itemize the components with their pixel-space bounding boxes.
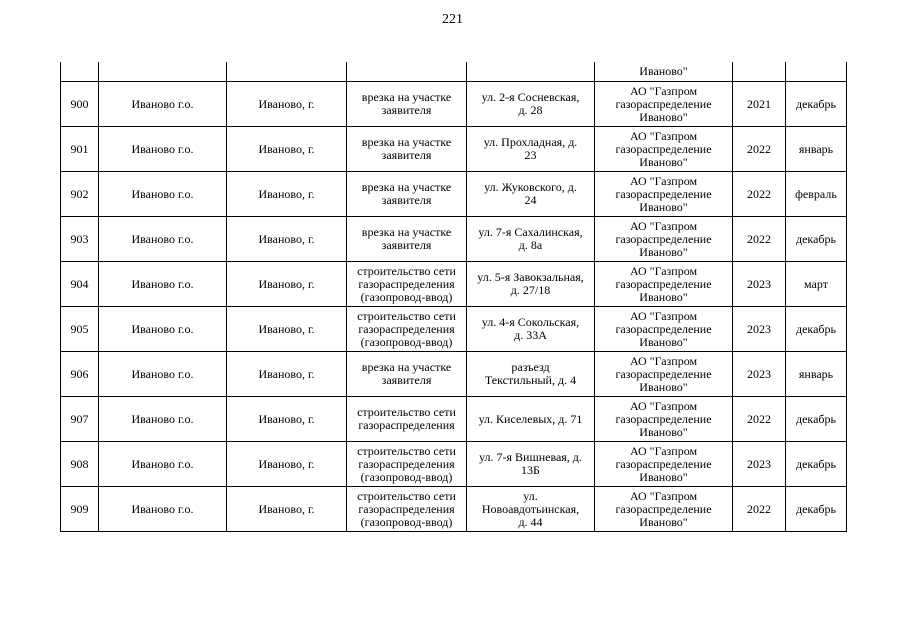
cell-month-text: март — [804, 276, 828, 291]
cell-org — [595, 82, 733, 127]
cell-municipality — [99, 352, 227, 397]
table-body — [61, 62, 847, 532]
cell-year-text: 2023 — [747, 366, 771, 381]
cell-municipality-text: Иваново г.о. — [131, 321, 194, 336]
cell-address — [467, 352, 595, 397]
cell-year-text: 2022 — [747, 186, 771, 201]
table-row — [61, 397, 847, 442]
cell-locality — [227, 127, 347, 172]
cell-org — [595, 217, 733, 262]
cell-work — [347, 487, 467, 532]
cell-num-text: 909 — [70, 501, 89, 516]
cell-locality — [227, 397, 347, 442]
cell-org-text: АО "Газпром газораспределение Иваново" — [615, 173, 712, 214]
cell-num — [61, 127, 99, 172]
table-row — [61, 172, 847, 217]
cell-municipality — [99, 62, 227, 82]
cell-work — [347, 352, 467, 397]
cell-municipality — [99, 217, 227, 262]
cell-org-text: АО "Газпром газораспределение Иваново" — [615, 488, 712, 529]
cell-org-text: АО "Газпром газораспределение Иваново" — [615, 308, 712, 349]
cell-locality — [227, 442, 347, 487]
cell-locality-text: Иваново, г. — [258, 231, 315, 246]
cell-month-text: январь — [798, 366, 834, 381]
cell-org — [595, 397, 733, 442]
cell-month — [786, 82, 847, 127]
cell-org-text: АО "Газпром газораспределение Иваново" — [615, 128, 712, 169]
table-row — [61, 262, 847, 307]
gas-connection-table — [60, 62, 847, 532]
cell-work-text: врезка на участке заявителя — [361, 180, 452, 207]
cell-work-text: врезка на участке заявителя — [361, 135, 452, 162]
cell-year-text: 2022 — [747, 411, 771, 426]
cell-month — [786, 217, 847, 262]
cell-municipality — [99, 262, 227, 307]
cell-municipality — [99, 307, 227, 352]
cell-municipality-text: Иваново г.о. — [131, 231, 194, 246]
cell-num-text: 900 — [70, 96, 89, 111]
cell-org — [595, 127, 733, 172]
cell-locality — [227, 262, 347, 307]
cell-month — [786, 262, 847, 307]
cell-address-text: разъезд Текстильный, д. 4 — [484, 360, 577, 387]
cell-work — [347, 127, 467, 172]
cell-locality-text: Иваново, г. — [258, 96, 315, 111]
table-row — [61, 487, 847, 532]
cell-municipality-text: Иваново г.о. — [131, 456, 194, 471]
cell-org-text: АО "Газпром газораспределение Иваново" — [615, 218, 712, 259]
cell-org — [595, 487, 733, 532]
cell-municipality-text: Иваново г.о. — [131, 276, 194, 291]
cell-month — [786, 62, 847, 82]
cell-municipality-text: Иваново г.о. — [131, 96, 194, 111]
cell-month-text: декабрь — [796, 456, 836, 471]
cell-locality — [227, 62, 347, 82]
cell-month — [786, 172, 847, 217]
cell-year — [733, 62, 786, 82]
cell-work — [347, 82, 467, 127]
table-row — [61, 127, 847, 172]
cell-address-text: ул. 4-я Сокольская, д. 33А — [481, 315, 580, 342]
cell-year — [733, 487, 786, 532]
cell-org — [595, 262, 733, 307]
cell-num — [61, 397, 99, 442]
cell-work-text: строительство сети газораспределения (газопровод-ввод) — [357, 443, 456, 484]
cell-municipality-text: Иваново г.о. — [131, 186, 194, 201]
cell-year — [733, 262, 786, 307]
cell-year-text: 2023 — [747, 456, 771, 471]
cell-year — [733, 352, 786, 397]
cell-address — [467, 442, 595, 487]
table-row — [61, 217, 847, 262]
cell-num-text: 907 — [70, 411, 89, 426]
continued-row — [61, 62, 847, 82]
cell-num — [61, 352, 99, 397]
cell-address-text: ул. 5-я Завокзальная, д. 27/18 — [477, 270, 584, 297]
cell-locality-text: Иваново, г. — [258, 321, 315, 336]
cell-org-text: АО "Газпром газораспределение Иваново" — [615, 398, 712, 439]
cell-num — [61, 172, 99, 217]
cell-year-text: 2022 — [747, 141, 771, 156]
cell-org — [595, 172, 733, 217]
cell-work-text: строительство сети газораспределения (газопровод-ввод) — [357, 263, 456, 304]
cell-year-text: 2023 — [747, 321, 771, 336]
cell-municipality — [99, 397, 227, 442]
cell-work — [347, 442, 467, 487]
page-number: 221 — [442, 12, 463, 27]
cell-address — [467, 172, 595, 217]
cell-work — [347, 307, 467, 352]
cell-work — [347, 172, 467, 217]
cell-address — [467, 217, 595, 262]
cell-locality — [227, 217, 347, 262]
cell-address — [467, 127, 595, 172]
cell-year — [733, 127, 786, 172]
cell-num-text: 905 — [70, 321, 89, 336]
cell-org-text: АО "Газпром газораспределение Иваново" — [615, 263, 712, 304]
cell-address-text: ул. Прохладная, д. 23 — [483, 135, 578, 162]
cell-num — [61, 262, 99, 307]
cell-address-text: ул. 7-я Вишневая, д. 13Б — [479, 450, 582, 477]
cell-locality-text: Иваново, г. — [258, 141, 315, 156]
cell-municipality-text: Иваново г.о. — [131, 366, 194, 381]
cell-address — [467, 62, 595, 82]
cell-month — [786, 487, 847, 532]
cell-locality-text: Иваново, г. — [258, 501, 315, 516]
cell-org — [595, 442, 733, 487]
cell-work — [347, 62, 467, 82]
cell-year — [733, 442, 786, 487]
cell-work-text: строительство сети газораспределения — [357, 405, 456, 432]
cell-locality — [227, 352, 347, 397]
cell-municipality — [99, 127, 227, 172]
cell-locality — [227, 172, 347, 217]
cell-work-text: врезка на участке заявителя — [361, 90, 452, 117]
cell-work — [347, 217, 467, 262]
cell-num — [61, 62, 99, 82]
cell-num-text: 902 — [70, 186, 89, 201]
cell-locality — [227, 487, 347, 532]
cell-year — [733, 217, 786, 262]
cell-locality-text: Иваново, г. — [258, 411, 315, 426]
org-tail-text: Иваново" — [639, 64, 688, 78]
cell-work-text: строительство сети газораспределения (газопровод-ввод) — [357, 488, 456, 529]
cell-org — [595, 62, 733, 82]
cell-num — [61, 307, 99, 352]
cell-org-text: АО "Газпром газораспределение Иваново" — [615, 83, 712, 124]
cell-year-text: 2023 — [747, 276, 771, 291]
cell-year-text: 2022 — [747, 231, 771, 246]
cell-work-text: строительство сети газораспределения (газопровод-ввод) — [357, 308, 456, 349]
cell-month-text: декабрь — [796, 411, 836, 426]
cell-address-text: ул. Новоавдотьинская, д. 44 — [481, 488, 580, 529]
cell-work-text: врезка на участке заявителя — [361, 225, 452, 252]
cell-year-text: 2021 — [747, 96, 771, 111]
cell-address — [467, 307, 595, 352]
cell-month-text: декабрь — [796, 501, 836, 516]
cell-num-text: 904 — [70, 276, 89, 291]
table-row — [61, 442, 847, 487]
cell-month-text: декабрь — [796, 231, 836, 246]
cell-locality — [227, 82, 347, 127]
cell-locality — [227, 307, 347, 352]
cell-num-text: 908 — [70, 456, 89, 471]
cell-org — [595, 352, 733, 397]
cell-locality-text: Иваново, г. — [258, 456, 315, 471]
cell-municipality — [99, 442, 227, 487]
cell-org-text: АО "Газпром газораспределение Иваново" — [615, 353, 712, 394]
cell-year — [733, 82, 786, 127]
cell-month — [786, 352, 847, 397]
cell-address-text: ул. 2-я Сосневская, д. 28 — [481, 90, 580, 117]
table-row — [61, 352, 847, 397]
cell-num — [61, 442, 99, 487]
table-row — [61, 307, 847, 352]
cell-address-text: ул. Жуковского, д. 24 — [484, 180, 577, 207]
cell-municipality — [99, 82, 227, 127]
cell-locality-text: Иваново, г. — [258, 366, 315, 381]
cell-municipality — [99, 172, 227, 217]
cell-month — [786, 442, 847, 487]
cell-locality-text: Иваново, г. — [258, 186, 315, 201]
cell-month-text: декабрь — [796, 321, 836, 336]
cell-year — [733, 172, 786, 217]
cell-num-text: 901 — [70, 141, 89, 156]
cell-year — [733, 397, 786, 442]
cell-year — [733, 307, 786, 352]
cell-num-text: 903 — [70, 231, 89, 246]
cell-work — [347, 262, 467, 307]
cell-work-text: врезка на участке заявителя — [361, 360, 452, 387]
cell-address — [467, 262, 595, 307]
cell-address — [467, 397, 595, 442]
cell-municipality-text: Иваново г.о. — [131, 141, 194, 156]
cell-month-text: январь — [798, 141, 834, 156]
cell-municipality-text: Иваново г.о. — [131, 501, 194, 516]
cell-num — [61, 217, 99, 262]
cell-work — [347, 397, 467, 442]
cell-municipality — [99, 487, 227, 532]
cell-org — [595, 307, 733, 352]
cell-month — [786, 127, 847, 172]
cell-num-text: 906 — [70, 366, 89, 381]
cell-month-text: февраль — [795, 186, 837, 201]
cell-address-text: ул. Киселевых, д. 71 — [478, 411, 583, 426]
cell-num — [61, 487, 99, 532]
table-row — [61, 82, 847, 127]
cell-num — [61, 82, 99, 127]
cell-month — [786, 307, 847, 352]
cell-locality-text: Иваново, г. — [258, 276, 315, 291]
cell-org-text: АО "Газпром газораспределение Иваново" — [615, 443, 712, 484]
cell-year-text: 2022 — [747, 501, 771, 516]
cell-month — [786, 397, 847, 442]
cell-municipality-text: Иваново г.о. — [131, 411, 194, 426]
cell-address — [467, 82, 595, 127]
cell-address — [467, 487, 595, 532]
cell-month-text: декабрь — [796, 96, 836, 111]
cell-address-text: ул. 7-я Сахалинская, д. 8а — [478, 225, 583, 252]
